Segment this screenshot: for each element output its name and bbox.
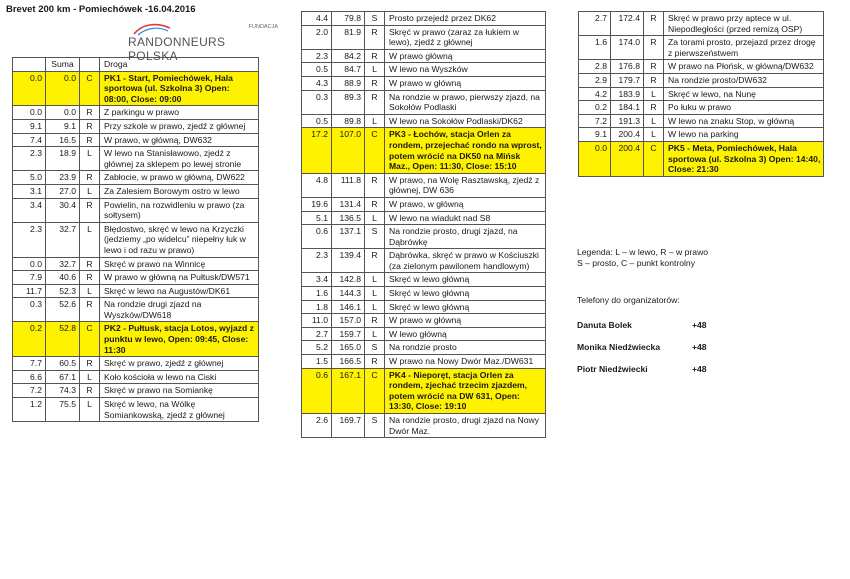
phones-title: Telefony do organizatorów: <box>577 295 680 305</box>
description-cell: Na rondzie w prawo, pierwszy zjazd, na Sokołów Podlaski <box>385 90 546 114</box>
logo-name: RANDONNEURS POLSKA <box>128 35 226 63</box>
description-cell: Dąbrówka, skręć w prawo w Kościuszki (za zielonym pawilonem handlowym) <box>385 249 546 273</box>
description-cell: Skręć w prawo na Somiankę <box>100 384 259 398</box>
description-cell: W lewo na Wyszków <box>385 63 546 77</box>
total-cell: 179.7 <box>611 73 644 87</box>
header-suma: Suma <box>46 58 80 72</box>
direction-cell: R <box>365 76 385 90</box>
direction-cell: R <box>80 257 100 271</box>
description-cell: W lewo główną <box>385 327 546 341</box>
distance-cell: 2.7 <box>302 327 332 341</box>
total-cell: 139.4 <box>332 249 365 273</box>
distance-cell: 2.9 <box>579 73 611 87</box>
description-cell: W lewo na parking <box>664 128 824 142</box>
description-cell: Skręć w prawo na Winnicę <box>100 257 259 271</box>
route-row <box>579 60 824 74</box>
direction-cell: L <box>365 114 385 128</box>
direction-cell: R <box>80 298 100 322</box>
description-cell: Powielin, na rozwidleniu w prawo (za sołtysem) <box>100 198 259 222</box>
route-row <box>13 298 259 322</box>
route-row <box>13 370 259 384</box>
distance-cell: 19.6 <box>302 197 332 211</box>
page-title: Brevet 200 km - Pomiechówek -16.04.2016 <box>6 4 196 15</box>
total-cell: 107.0 <box>332 128 365 173</box>
description-cell: W prawo w główną <box>385 314 546 328</box>
route-row <box>13 357 259 371</box>
route-row <box>302 273 546 287</box>
description-cell: PK1 - Start, Pomiechówek, Hala sportowa (ul. Szkolna 3) Open: 08:00, Close: 09:00 <box>100 71 259 106</box>
phone-name: Danuta Bolek <box>577 320 632 330</box>
distance-cell: 0.0 <box>579 141 611 176</box>
distance-cell: 7.2 <box>579 114 611 128</box>
distance-cell: 3.4 <box>302 273 332 287</box>
distance-cell: 1.5 <box>302 355 332 369</box>
direction-cell: R <box>365 249 385 273</box>
description-cell: W prawo na Płońsk, w główną/DW632 <box>664 60 824 74</box>
direction-cell: R <box>365 197 385 211</box>
legend <box>577 247 708 269</box>
direction-cell: C <box>644 141 664 176</box>
route-row <box>302 76 546 90</box>
distance-cell: 2.3 <box>302 249 332 273</box>
description-cell: Za torami prosto, przejazd przez drogę z pierwszeństwem <box>664 36 824 60</box>
description-cell: W prawo w główną na Pułtusk/DW571 <box>100 271 259 285</box>
distance-cell: 2.7 <box>579 12 611 36</box>
description-cell: Skręć w prawo (zaraz za łukiem w lewo), zjedź z głównej <box>385 25 546 49</box>
distance-cell: 7.4 <box>13 133 46 147</box>
direction-cell: L <box>80 222 100 257</box>
direction-cell: R <box>80 271 100 285</box>
distance-cell: 11.7 <box>13 284 46 298</box>
description-cell: Skręć w prawo, zjedź z głównej <box>100 357 259 371</box>
total-cell: 0.0 <box>46 106 80 120</box>
route-row <box>579 114 824 128</box>
total-cell: 172.4 <box>611 12 644 36</box>
route-row <box>13 384 259 398</box>
total-cell: 67.1 <box>46 370 80 384</box>
direction-cell: L <box>365 327 385 341</box>
description-cell: Koło kościoła w lewo na Ciski <box>100 370 259 384</box>
distance-cell: 4.2 <box>579 87 611 101</box>
route-row <box>302 314 546 328</box>
distance-cell: 9.1 <box>579 128 611 142</box>
distance-cell: 1.6 <box>579 36 611 60</box>
direction-cell: C <box>80 322 100 357</box>
table-header-row <box>13 58 259 72</box>
total-cell: 81.9 <box>332 25 365 49</box>
route-row <box>302 197 546 211</box>
distance-cell: 1.8 <box>302 300 332 314</box>
description-cell: Błędostwo, skręć w lewo na Krzyczki (jedziemy „po widelcu” niepełny łuk w lewo i od razu w prawo) <box>100 222 259 257</box>
description-cell: W prawo, na Wolę Rasztawską, zjedź z głównej, DW 636 <box>385 173 546 197</box>
direction-cell: L <box>365 63 385 77</box>
total-cell: 111.8 <box>332 173 365 197</box>
description-cell: Z parkingu w prawo <box>100 106 259 120</box>
direction-cell: L <box>365 300 385 314</box>
total-cell: 157.0 <box>332 314 365 328</box>
total-cell: 79.8 <box>332 12 365 26</box>
total-cell: 137.1 <box>332 225 365 249</box>
route-row <box>579 128 824 142</box>
direction-cell: R <box>644 12 664 36</box>
total-cell: 40.6 <box>46 271 80 285</box>
direction-cell: R <box>80 357 100 371</box>
direction-cell: L <box>644 128 664 142</box>
total-cell: 60.5 <box>46 357 80 371</box>
total-cell: 200.4 <box>611 128 644 142</box>
description-cell: W lewo na znaku Stop, w główną <box>664 114 824 128</box>
direction-cell: R <box>365 25 385 49</box>
route-table-1 <box>12 57 259 422</box>
phone-number: +48 <box>692 320 707 330</box>
direction-cell: R <box>80 171 100 185</box>
total-cell: 166.5 <box>332 355 365 369</box>
distance-cell: 17.2 <box>302 128 332 173</box>
total-cell: 144.3 <box>332 287 365 301</box>
route-row <box>13 257 259 271</box>
route-row <box>579 73 824 87</box>
phone-name: Piotr Niedźwiecki <box>577 364 648 374</box>
distance-cell: 3.1 <box>13 184 46 198</box>
description-cell: Skręć w lewo główną <box>385 273 546 287</box>
direction-cell: R <box>365 49 385 63</box>
distance-cell: 2.3 <box>302 49 332 63</box>
direction-cell: L <box>365 211 385 225</box>
distance-cell: 1.2 <box>13 398 46 422</box>
description-cell: Po łuku w prawo <box>664 101 824 115</box>
randonneurs-logo <box>128 22 278 63</box>
direction-cell: R <box>80 198 100 222</box>
route-row <box>13 171 259 185</box>
distance-cell: 0.5 <box>302 114 332 128</box>
total-cell: 174.0 <box>611 36 644 60</box>
total-cell: 167.1 <box>332 368 365 413</box>
route-row <box>13 398 259 422</box>
total-cell: 88.9 <box>332 76 365 90</box>
route-row <box>302 225 546 249</box>
total-cell: 183.9 <box>611 87 644 101</box>
total-cell: 23.9 <box>46 171 80 185</box>
total-cell: 89.3 <box>332 90 365 114</box>
direction-cell: S <box>365 414 385 438</box>
distance-cell: 11.0 <box>302 314 332 328</box>
distance-cell: 2.3 <box>13 147 46 171</box>
description-cell: Na rondzie prosto, drugi zjazd, na Dąbrówkę <box>385 225 546 249</box>
description-cell: W lewo na Sokołów Podlaski/DK62 <box>385 114 546 128</box>
route-row <box>302 355 546 369</box>
direction-cell: L <box>80 398 100 422</box>
route-row <box>302 327 546 341</box>
direction-cell: R <box>365 314 385 328</box>
description-cell: Skręć w lewo, na Nunę <box>664 87 824 101</box>
description-cell: PK5 - Meta, Pomiechówek, Hala sportowa (ul. Szkolna 3) Open: 14:40, Close: 21:30 <box>664 141 824 176</box>
direction-cell: L <box>80 184 100 198</box>
checkpoint-row <box>13 322 259 357</box>
description-cell: Skręć w lewo, na Wólkę Somiankowską, zjedź z głównej <box>100 398 259 422</box>
distance-cell: 9.1 <box>13 119 46 133</box>
description-cell: W prawo, w główną <box>385 197 546 211</box>
description-cell: PK4 - Nieporęt, stacja Orlen za rondem, zjechać trzecim zjazdem, potem wrócić na DW 631, Open: 13:30, Close: 19:10 <box>385 368 546 413</box>
direction-cell: C <box>365 368 385 413</box>
legend-line-2: S – prosto, C – punkt kontrolny <box>577 258 695 268</box>
route-row <box>302 341 546 355</box>
header-droga: Droga <box>100 58 259 72</box>
direction-cell: L <box>80 147 100 171</box>
distance-cell: 0.2 <box>13 322 46 357</box>
total-cell: 84.7 <box>332 63 365 77</box>
total-cell: 0.0 <box>46 71 80 106</box>
route-row <box>302 25 546 49</box>
description-cell: W lewo na Stanisławowo, zjedź z głównej za sklepem po lewej stronie <box>100 147 259 171</box>
legend-line-1: Legenda: L – w lewo, R – w prawo <box>577 247 709 257</box>
phone-number: +48 <box>692 364 707 374</box>
route-table-2 <box>301 11 546 438</box>
direction-cell: S <box>365 341 385 355</box>
distance-cell: 0.6 <box>302 368 332 413</box>
total-cell: 52.6 <box>46 298 80 322</box>
logo-swirl-icon <box>132 22 172 36</box>
distance-cell: 5.2 <box>302 341 332 355</box>
route-table-3 <box>578 11 824 177</box>
distance-cell: 5.0 <box>13 171 46 185</box>
description-cell: Skręć w lewo główną <box>385 300 546 314</box>
description-cell: W prawo w główną <box>385 76 546 90</box>
total-cell: 74.3 <box>46 384 80 398</box>
route-row <box>13 106 259 120</box>
description-cell: W lewo na wiadukt nad S8 <box>385 211 546 225</box>
checkpoint-row <box>302 128 546 173</box>
direction-cell: S <box>365 225 385 249</box>
direction-cell: R <box>644 73 664 87</box>
total-cell: 9.1 <box>46 119 80 133</box>
route-row <box>302 287 546 301</box>
direction-cell: R <box>80 106 100 120</box>
total-cell: 165.0 <box>332 341 365 355</box>
total-cell: 89.8 <box>332 114 365 128</box>
direction-cell: R <box>80 133 100 147</box>
route-row <box>13 271 259 285</box>
total-cell: 146.1 <box>332 300 365 314</box>
description-cell: PK3 - Łochów, stacja Orlen za rondem, przejechać rondo na wprost, potem wrócić na DK50 na Mińsk Maz., Open: 11:30, Close: 15:10 <box>385 128 546 173</box>
distance-cell: 0.0 <box>13 257 46 271</box>
total-cell: 75.5 <box>46 398 80 422</box>
distance-cell: 2.3 <box>13 222 46 257</box>
route-row <box>579 87 824 101</box>
description-cell: Skręć w lewo główną <box>385 287 546 301</box>
route-row <box>302 211 546 225</box>
checkpoint-row <box>13 71 259 106</box>
direction-cell: R <box>365 355 385 369</box>
route-row <box>302 49 546 63</box>
total-cell: 176.8 <box>611 60 644 74</box>
route-row <box>13 222 259 257</box>
distance-cell: 0.3 <box>302 90 332 114</box>
distance-cell: 6.6 <box>13 370 46 384</box>
route-row <box>13 198 259 222</box>
header-empty <box>80 58 100 72</box>
distance-cell: 5.1 <box>302 211 332 225</box>
total-cell: 52.3 <box>46 284 80 298</box>
total-cell: 191.3 <box>611 114 644 128</box>
distance-cell: 0.5 <box>302 63 332 77</box>
route-row <box>13 119 259 133</box>
direction-cell: C <box>365 128 385 173</box>
total-cell: 142.8 <box>332 273 365 287</box>
phone-number: +48 <box>692 342 707 352</box>
route-row <box>13 147 259 171</box>
total-cell: 52.8 <box>46 322 80 357</box>
distance-cell: 4.4 <box>302 12 332 26</box>
logo-fundacja: FUNDACJA <box>248 24 278 30</box>
distance-cell: 2.8 <box>579 60 611 74</box>
direction-cell: L <box>365 287 385 301</box>
phone-row <box>577 364 707 374</box>
route-row <box>579 12 824 36</box>
route-row <box>302 63 546 77</box>
total-cell: 200.4 <box>611 141 644 176</box>
route-row <box>302 90 546 114</box>
route-row <box>302 173 546 197</box>
total-cell: 18.9 <box>46 147 80 171</box>
total-cell: 169.7 <box>332 414 365 438</box>
description-cell: Skręć w prawo przy aptece w ul. Niepodległości (przed remizą OSP) <box>664 12 824 36</box>
description-cell: Zabłocie, w prawo w główną, DW622 <box>100 171 259 185</box>
total-cell: 131.4 <box>332 197 365 211</box>
description-cell: Na rondzie prosto, drugi zjazd na Nowy Dwór Maz. <box>385 414 546 438</box>
distance-cell: 0.3 <box>13 298 46 322</box>
direction-cell: L <box>80 370 100 384</box>
description-cell: W prawo, w główną, DW632 <box>100 133 259 147</box>
description-cell: Na rondzie prosto <box>385 341 546 355</box>
description-cell: W prawo na Nowy Dwór Maz./DW631 <box>385 355 546 369</box>
phone-row <box>577 342 707 352</box>
distance-cell: 4.3 <box>302 76 332 90</box>
direction-cell: R <box>80 384 100 398</box>
description-cell: PK2 - Pułtusk, stacja Lotos, wyjazd z punktu w lewo, Open: 09:45, Close: 11:30 <box>100 322 259 357</box>
direction-cell: R <box>644 101 664 115</box>
total-cell: 32.7 <box>46 257 80 271</box>
total-cell: 136.5 <box>332 211 365 225</box>
distance-cell: 1.6 <box>302 287 332 301</box>
direction-cell: L <box>644 114 664 128</box>
distance-cell: 7.7 <box>13 357 46 371</box>
description-cell: Prosto przejedź przez DK62 <box>385 12 546 26</box>
direction-cell: R <box>644 36 664 60</box>
distance-cell: 7.9 <box>13 271 46 285</box>
distance-cell: 2.6 <box>302 414 332 438</box>
direction-cell: R <box>80 119 100 133</box>
distance-cell: 7.2 <box>13 384 46 398</box>
checkpoint-row <box>579 141 824 176</box>
distance-cell: 0.2 <box>579 101 611 115</box>
distance-cell: 2.0 <box>302 25 332 49</box>
route-row <box>302 114 546 128</box>
description-cell: Przy szkole w prawo, zjedź z głównej <box>100 119 259 133</box>
route-row <box>13 133 259 147</box>
distance-cell: 4.8 <box>302 173 332 197</box>
direction-cell: R <box>365 173 385 197</box>
total-cell: 27.0 <box>46 184 80 198</box>
direction-cell: C <box>80 71 100 106</box>
total-cell: 184.1 <box>611 101 644 115</box>
direction-cell: L <box>80 284 100 298</box>
route-row <box>579 101 824 115</box>
total-cell: 30.4 <box>46 198 80 222</box>
direction-cell: R <box>644 60 664 74</box>
description-cell: W prawo główną <box>385 49 546 63</box>
route-row <box>579 36 824 60</box>
route-row <box>13 184 259 198</box>
direction-cell: S <box>365 12 385 26</box>
direction-cell: L <box>644 87 664 101</box>
distance-cell: 0.6 <box>302 225 332 249</box>
description-cell: Na rondzie drugi zjazd na Wyszków/DW618 <box>100 298 259 322</box>
total-cell: 159.7 <box>332 327 365 341</box>
direction-cell: L <box>365 273 385 287</box>
route-row <box>302 12 546 26</box>
direction-cell: R <box>365 90 385 114</box>
total-cell: 16.5 <box>46 133 80 147</box>
header-empty <box>13 58 46 72</box>
phone-name: Monika Niedźwiecka <box>577 342 661 352</box>
distance-cell: 0.0 <box>13 106 46 120</box>
route-row <box>302 300 546 314</box>
route-row <box>302 414 546 438</box>
route-row <box>13 284 259 298</box>
total-cell: 84.2 <box>332 49 365 63</box>
checkpoint-row <box>302 368 546 413</box>
route-row <box>302 249 546 273</box>
description-cell: Za Zalesiem Borowym ostro w lewo <box>100 184 259 198</box>
description-cell: Skręć w lewo na Augustów/DK61 <box>100 284 259 298</box>
phone-row <box>577 320 707 330</box>
distance-cell: 3.4 <box>13 198 46 222</box>
description-cell: Na rondzie prosto/DW632 <box>664 73 824 87</box>
distance-cell: 0.0 <box>13 71 46 106</box>
total-cell: 32.7 <box>46 222 80 257</box>
